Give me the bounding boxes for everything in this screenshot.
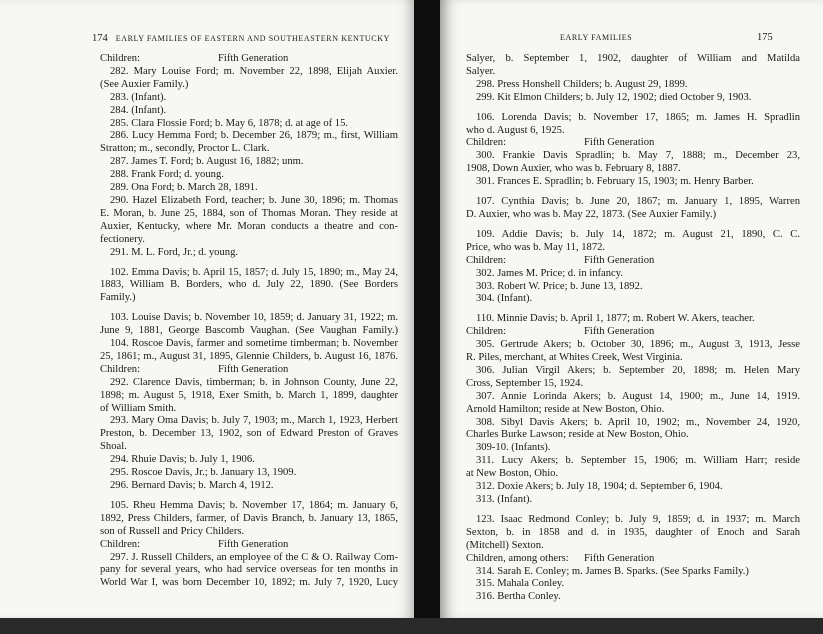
- children-generation-heading: [100, 53, 398, 66]
- text-line: 305. Gertrude Akers; b. October 30, 1896; m., August 3, 1913, Jesse: [476, 339, 800, 351]
- children-label: Children:: [100, 363, 141, 375]
- text-line: 106. Lorenda Davis; b. November 17, 1865; m. James H. Spradlin: [476, 111, 800, 123]
- children-label: Children:: [100, 53, 141, 64]
- text-line: 103. Louise Davis; b. November 10, 1859; d. January 31, 1922; m.: [110, 312, 398, 324]
- text-line: World War I, was born December 10, 1892; m. July 7, 1920, Lucy: [100, 577, 398, 589]
- text-line: 282. Mary Louise Ford; m. November 22, 1898, Elijah Auxier.: [110, 65, 398, 77]
- text-line: 315. Mahala Conley.: [476, 578, 565, 590]
- text-line: Preston, b. December 13, 1902, son of Edward Preston of Graves: [100, 428, 398, 440]
- text-line: D. Auxier, who was b. May 22, 1873. (See Auxier Family.): [466, 208, 717, 220]
- paragraph-gap: [466, 507, 800, 514]
- page-bottom-edge: [0, 618, 823, 634]
- children-generation-heading: [100, 539, 398, 552]
- text-line: 289. Ona Ford; b. March 28, 1891.: [110, 182, 258, 194]
- text-line: 284. (Infant).: [110, 104, 167, 116]
- text-line: 308. Sibyl Davis Akers; b. April 10, 1902; m., November 24, 1920,: [476, 416, 800, 428]
- text-line: 298. Press Honshell Childers; b. August 29, 1899.: [476, 78, 688, 90]
- text-line: R. Piles, merchant, at Whites Creek, West Virginia.: [466, 352, 683, 364]
- text-line: 287. James T. Ford; b. August 16, 1882; unm.: [110, 156, 304, 168]
- text-line: son of Russell and Pricy Childers.: [100, 525, 245, 537]
- generation-label: Fifth Generation: [584, 326, 655, 338]
- text-line: Arnold Hamilton; reside at New Boston, Ohio.: [466, 403, 665, 415]
- left-running-title: EARLY FAMILIES OF EASTERN AND SOUTHEASTERN KENTUCKY: [115, 34, 390, 43]
- text-line: 313. (Infant).: [476, 494, 533, 505]
- text-line: 307. Annie Lorinda Akers; b. August 14, 1900; m., June 14, 1919.: [476, 390, 800, 402]
- text-line: 288. Frank Ford; d. young.: [110, 169, 224, 181]
- text-line: E. Moran, b. June 25, 1884, son of Thomas Moran. They reside at: [100, 207, 398, 219]
- text-line: 1908, Down Auxier, who was b. February 8, 1887.: [466, 163, 681, 175]
- text-line: Sexton, b. in 1858 and d. in 1935, daughter of Enoch and Sarah: [466, 526, 800, 538]
- left-running-head: [92, 33, 390, 44]
- text-line: 285. Clara Flossie Ford; b. May 6, 1878; d. at age of 15.: [110, 117, 349, 129]
- generation-label: Fifth Generation: [218, 53, 289, 64]
- text-line: 123. Isaac Redmond Conley; b. July 9, 1859; d. in 1937; m. March: [476, 513, 800, 525]
- text-line: 283. (Infant).: [110, 91, 167, 103]
- children-generation-heading: [100, 364, 398, 377]
- text-line: 294. Rhuie Davis; b. July 1, 1906.: [110, 454, 255, 466]
- text-line: 316. Bertha Conley.: [476, 591, 561, 603]
- generation-label: Fifth Generation: [218, 538, 289, 550]
- text-line: pany for several years, who had service overseas for ten months in: [100, 564, 398, 576]
- text-line: 286. Lucy Hemma Ford; b. December 26, 1879; m., first, William: [110, 130, 398, 142]
- children-label: Children:: [100, 538, 141, 550]
- text-line: Shoal.: [100, 441, 127, 453]
- right-page-number: 175: [757, 32, 773, 43]
- text-line: 104. Roscoe Davis, farmer and sometime timberman; b. November: [110, 338, 398, 350]
- text-line: 302. James M. Price; d. in infancy.: [476, 267, 624, 279]
- paragraph-gap: [466, 189, 800, 196]
- children-generation-heading: [466, 326, 800, 339]
- text-line: who d. August 6, 1925.: [466, 124, 565, 136]
- text-line: 293. Mary Oma Davis; b. July 7, 1903; m., March 1, 1923, Herbert: [110, 415, 398, 427]
- left-page-number: 174: [92, 33, 108, 44]
- generation-label: Fifth Generation: [584, 137, 655, 149]
- left-page: [0, 0, 414, 618]
- paragraph-gap: [466, 222, 800, 229]
- text-line: 309-10. (Infants).: [476, 442, 551, 454]
- text-line: 306. Julian Virgil Akers; b. September 20, 1898; m. Helen Mary: [476, 364, 800, 376]
- text-line: 109. Addie Davis; b. July 14, 1872; m. August 21, 1890, C. C.: [476, 228, 800, 240]
- text-line: at New Boston, Ohio.: [466, 468, 559, 480]
- text-line: 303. Robert W. Price; b. June 13, 1892.: [476, 280, 643, 292]
- text-line: 304. (Infant).: [476, 293, 533, 305]
- children-label: Children:: [466, 137, 507, 149]
- text-line: 102. Emma Davis; b. April 15, 1857; d. July 15, 1890; m., May 24,: [110, 266, 398, 278]
- paragraph-gap: [466, 105, 800, 112]
- right-page: [440, 0, 823, 618]
- paragraph-gap: [100, 305, 398, 312]
- right-running-head: [560, 32, 773, 43]
- text-line: 107. Cynthia Davis; b. June 20, 1867; m. January 1, 1895, Warren: [476, 196, 800, 208]
- paragraph-gap: [100, 493, 398, 500]
- right-page-text: [466, 53, 800, 604]
- text-line: 301. Frances E. Spradlin; b. February 15, 1903; m. Henry Barber.: [476, 176, 754, 188]
- text-line: Salyer, b. September 1, 1902, daughter of William and Matilda: [466, 53, 800, 64]
- text-line: 110. Minnie Davis; b. April 1, 1877; m. Robert W. Akers, teacher.: [476, 313, 755, 325]
- left-page-text: [100, 53, 398, 590]
- children-label: Children:: [466, 326, 507, 338]
- text-line: 105. Rheu Hemma Davis; b. November 17, 1864; m. January 6,: [110, 499, 398, 511]
- children-label: Children:: [466, 254, 507, 266]
- children-label: Children, among others:: [466, 552, 569, 564]
- text-line: 1883, William B. Borders, who d. July 22, 1890. (See Borders: [100, 279, 398, 291]
- text-line: 299. Kit Elmon Childers; b. July 12, 1902; died October 9, 1903.: [476, 91, 752, 103]
- text-line: Stratton; m., secondly, Proctor L. Clark.: [100, 143, 270, 155]
- text-line: of William Smith.: [100, 402, 177, 414]
- text-line: Cross, September 15, 1924.: [466, 377, 584, 389]
- text-line: (See Auxier Family.): [100, 78, 189, 90]
- text-line: 25, 1861; m., August 31, 1895, Glennie Childers, b. August 16, 1876.: [100, 350, 398, 362]
- text-line: 1898; m. August 5, 1918, Exer Smith, b. March 1, 1899, daughter: [100, 389, 398, 401]
- generation-label: Fifth Generation: [584, 552, 655, 564]
- generation-label: Fifth Generation: [584, 254, 655, 266]
- text-line: 290. Hazel Elizabeth Ford, teacher; b. June 30, 1896; m. Thomas: [110, 194, 398, 206]
- text-line: June 9, 1881, George Bascomb Vaughan. (See Vaughan Family.): [100, 325, 398, 337]
- children-generation-heading: [466, 553, 800, 566]
- text-line: 292. Clarence Davis, timberman; b. in Johnson County, June 22,: [110, 376, 398, 388]
- children-generation-heading: [466, 137, 800, 150]
- text-line: Auxier, Kentucky, where Mr. Moran conducts a theatre and con-: [100, 220, 398, 232]
- text-line: Price, who was b. May 11, 1872.: [466, 241, 606, 253]
- text-line: Salyer.: [466, 65, 496, 77]
- text-line: Charles Burke Lawson; reside at New Boston, Ohio.: [466, 429, 689, 441]
- book-gutter: [414, 0, 440, 634]
- text-line: (Mitchell) Sexton.: [466, 539, 544, 551]
- text-line: 295. Roscoe Davis, Jr.; b. January 13, 1909.: [110, 467, 297, 479]
- text-line: Family.): [100, 292, 136, 304]
- text-line: 300. Frankie Davis Spradlin; b. May 7, 1888; m., December 23,: [476, 150, 800, 162]
- text-line: fectionery.: [100, 233, 145, 245]
- text-line: 297. J. Russell Childers, an employee of the C & O. Railway Com-: [110, 551, 398, 563]
- generation-label: Fifth Generation: [218, 363, 289, 375]
- text-line: 311. Lucy Akers; b. September 15, 1906; m. William Harr; reside: [476, 455, 800, 467]
- text-line: 291. M. L. Ford, Jr.; d. young.: [110, 246, 239, 258]
- paragraph-gap: [466, 306, 800, 313]
- right-running-title: EARLY FAMILIES: [560, 33, 633, 42]
- text-line: 1892, Press Childers, farmer, of Davis Branch, b. January 13, 1865,: [100, 512, 398, 524]
- children-generation-heading: [466, 255, 800, 268]
- text-line: 296. Bernard Davis; b. March 4, 1912.: [110, 480, 274, 491]
- text-line: 314. Sarah E. Conley; m. James B. Sparks. (See Sparks Family.): [476, 565, 749, 577]
- paragraph-gap: [100, 260, 398, 267]
- text-line: 312. Doxie Akers; b. July 18, 1904; d. September 6, 1904.: [476, 481, 723, 493]
